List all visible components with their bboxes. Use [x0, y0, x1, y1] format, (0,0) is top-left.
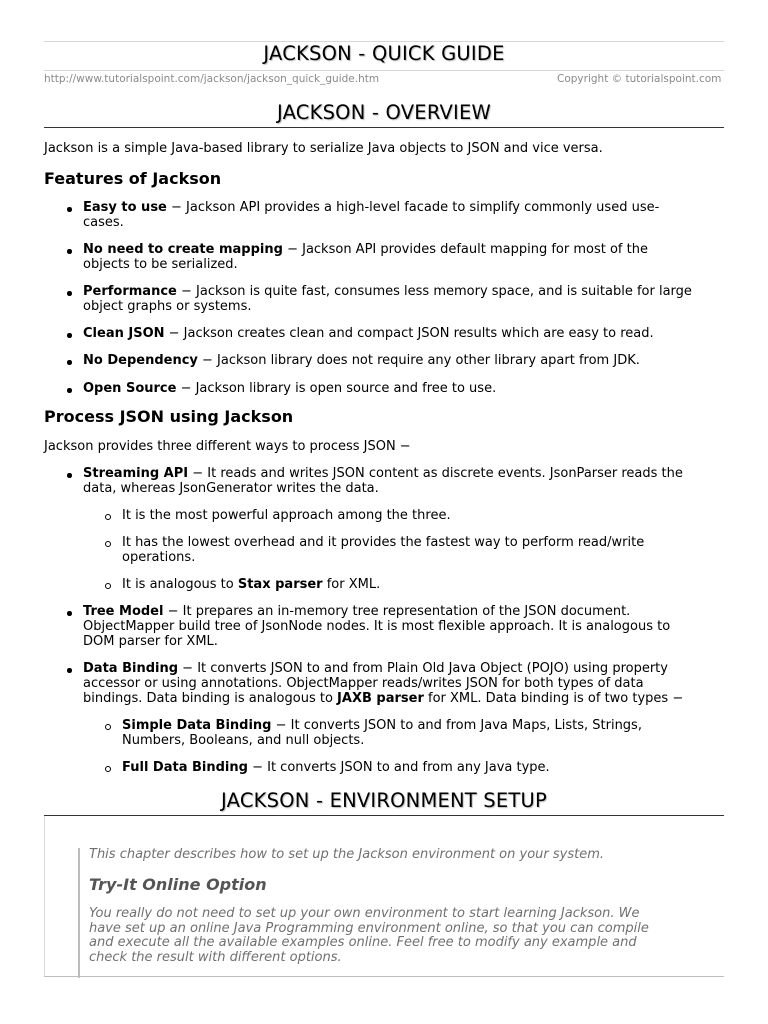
feature-term: Clean JSON [83, 326, 165, 341]
process-text: − It reads and writes JSON content as discrete events. JsonParser reads the [188, 466, 683, 481]
bullet-icon [67, 360, 72, 365]
process-term: Data Binding [83, 661, 179, 676]
sub-item-text: It is analogous to [122, 577, 238, 592]
feature-text: − Jackson is quite fast, consumes less memory space, and is suitable for large [176, 284, 692, 299]
sub-item-text-cont: operations. [122, 550, 196, 565]
process-text-post: for XML. Data binding is of two types − [423, 691, 684, 706]
process-inline-term: JAXB parser [337, 691, 424, 706]
process-term: Tree Model [83, 604, 164, 619]
feature-text: − Jackson creates clean and compact JSON results which are easy to read. [164, 326, 654, 341]
feature-term: Open Source [83, 381, 177, 396]
feature-term: Performance [83, 284, 177, 299]
circle-bullet-icon [105, 583, 111, 589]
tryit-line: check the result with different options. [89, 950, 342, 965]
sub-item-term: Full Data Binding [122, 760, 248, 775]
process-text-cont: accessor or using annotations. ObjectMapper reads/writes JSON for both types of data [83, 676, 644, 691]
process-heading: Process JSON using Jackson [44, 407, 294, 426]
bullet-icon [67, 207, 72, 212]
blockquote-bar [78, 848, 80, 978]
copyright-notice: Copyright © tutorialspoint.com [557, 73, 722, 85]
process-text-cont: DOM parser for XML. [83, 634, 218, 649]
page-title: JACKSON - QUICK GUIDE [263, 42, 505, 65]
bullet-icon [67, 473, 72, 478]
circle-bullet-icon [105, 514, 111, 520]
circle-bullet-icon [105, 766, 111, 772]
feature-term: No Dependency [83, 353, 198, 368]
sub-item-text: − It converts JSON to and from any Java type. [247, 760, 550, 775]
process-text-cont: ObjectMapper build tree of JsonNode nodes. It is most flexible approach. It is analogous to [83, 619, 671, 634]
environment-intro: This chapter describes how to set up the Jackson environment on your system. [89, 847, 604, 862]
bullet-icon [67, 668, 72, 673]
overview-intro: Jackson is a simple Java-based library to serialize Java objects to JSON and vice versa. [44, 141, 603, 156]
feature-text-cont: objects to be serialized. [83, 257, 238, 272]
sub-item-text-cont: Numbers, Booleans, and null objects. [122, 733, 365, 748]
feature-text: − Jackson API provides a high-level facade to simplify commonly used use- [166, 200, 660, 215]
bullet-icon [67, 333, 72, 338]
source-url[interactable]: http://www.tutorialspoint.com/jackson/jackson_quick_guide.htm [44, 73, 380, 85]
environment-box-edge [44, 816, 45, 976]
sub-item-term: Simple Data Binding [122, 718, 272, 733]
tryit-line: You really do not need to set up your own environment to start learning Jackson. We [89, 906, 640, 921]
bullet-icon [67, 388, 72, 393]
bullet-icon [67, 249, 72, 254]
bullet-icon [67, 291, 72, 296]
tryit-line: and execute all the available examples online. Feel free to modify any example and [89, 935, 637, 950]
bullet-icon [67, 611, 72, 616]
process-text: − It prepares an in-memory tree representation of the JSON document. [163, 604, 631, 619]
feature-text-cont: cases. [83, 215, 124, 230]
features-heading: Features of Jackson [44, 169, 222, 188]
feature-text-cont: object graphs or systems. [83, 299, 252, 314]
process-text-cont: data, whereas JsonGenerator writes the data. [83, 481, 379, 496]
sub-item-text: It has the lowest overhead and it provides the fastest way to perform read/write [122, 535, 645, 550]
circle-bullet-icon [105, 541, 111, 547]
feature-text: − Jackson library is open source and free to use. [176, 381, 497, 396]
sub-item-text: It is the most powerful approach among the three. [122, 508, 451, 523]
feature-term: No need to create mapping [83, 242, 283, 257]
process-intro: Jackson provides three different ways to process JSON − [44, 439, 411, 454]
process-text-cont: bindings. Data binding is analogous to [83, 691, 338, 706]
feature-text: − Jackson library does not require any other library apart from JDK. [197, 353, 640, 368]
tryit-line: have set up an online Java Programming environment online, so that you can compile [89, 921, 649, 936]
sub-item-text: − It converts JSON to and from Java Maps, Lists, Strings, [271, 718, 642, 733]
sub-item-text-post: for XML. [322, 577, 381, 592]
feature-term: Easy to use [83, 200, 167, 215]
sub-item-term: Stax parser [237, 577, 323, 592]
overview-title: JACKSON - OVERVIEW [277, 101, 491, 124]
circle-bullet-icon [105, 724, 111, 730]
process-text: − It converts JSON to and from Plain Old Java Object (POJO) using property [178, 661, 668, 676]
process-term: Streaming API [83, 466, 189, 481]
feature-text: − Jackson API provides default mapping for most of the [282, 242, 648, 257]
environment-title: JACKSON - ENVIRONMENT SETUP [221, 789, 547, 812]
tryit-heading: Try-It Online Option [89, 875, 267, 894]
